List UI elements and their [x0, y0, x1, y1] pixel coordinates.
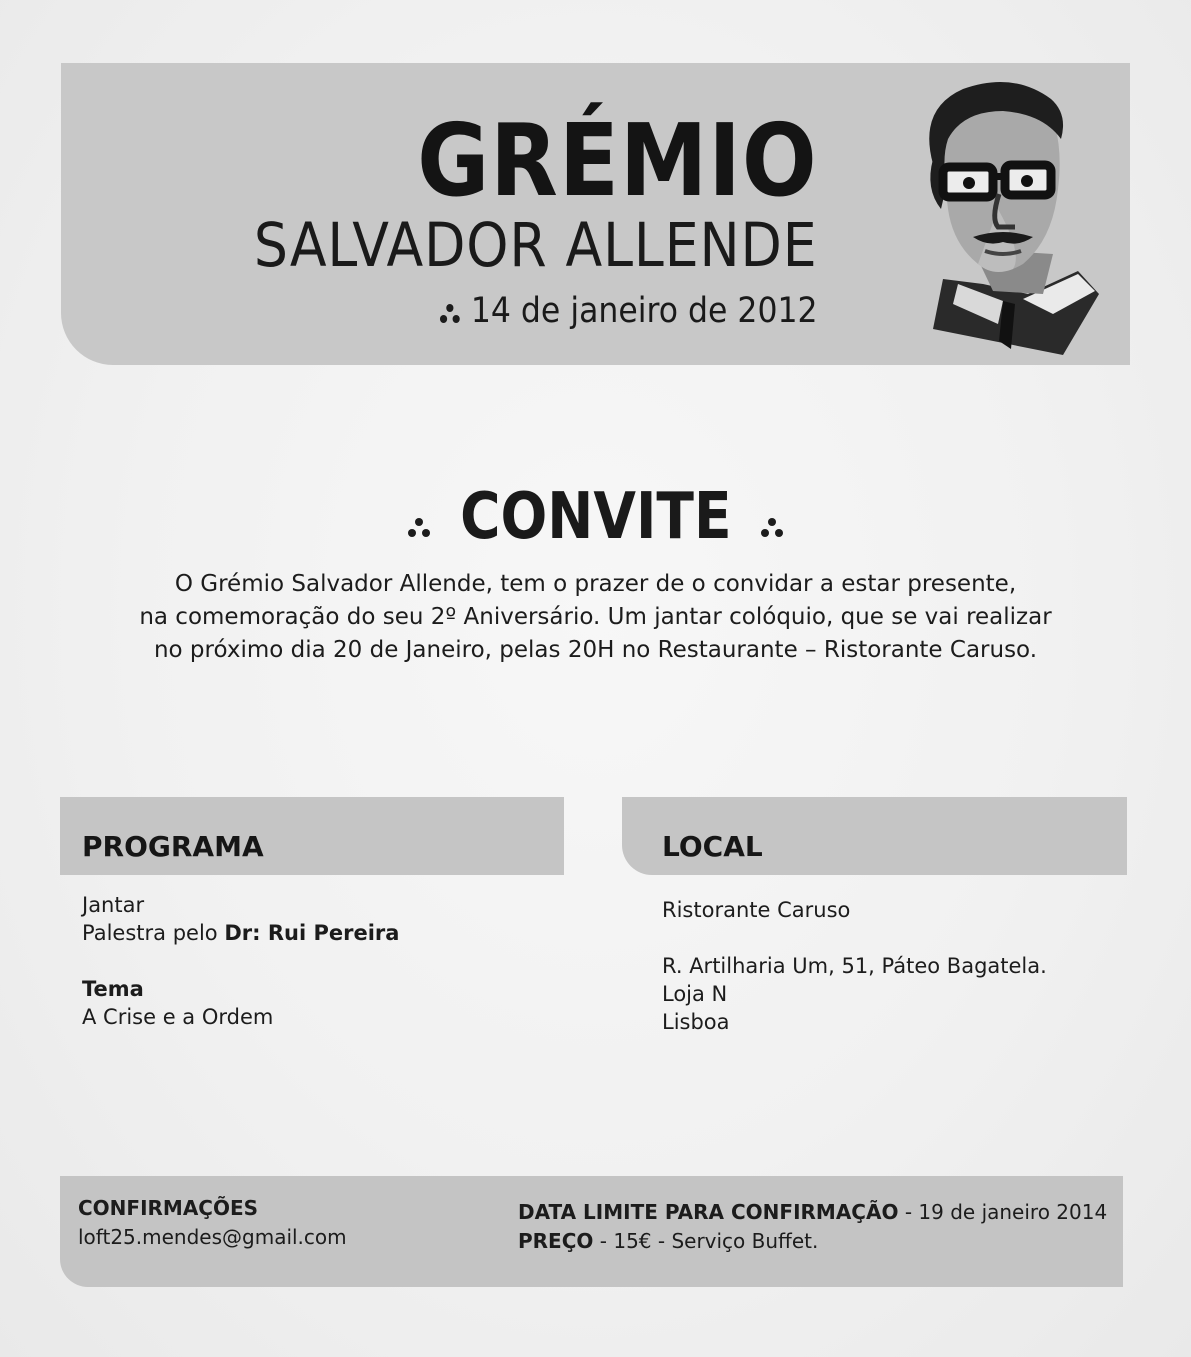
speaker-name: Dr: Rui Pereira: [224, 921, 400, 945]
invite-heading: [0, 482, 1191, 552]
header-banner: [61, 63, 1130, 365]
local-heading: LOCAL: [662, 830, 763, 863]
programa-heading: PROGRAMA: [82, 830, 264, 863]
confirm-email[interactable]: loft25.mendes@gmail.com: [78, 1225, 347, 1249]
venue-name: Ristorante Caruso: [662, 898, 851, 922]
footer-bar: [60, 1176, 1123, 1287]
invite-heading-text: CONVITE: [459, 480, 732, 554]
programa-body: [82, 891, 399, 1031]
page-title: GRÉMIO: [417, 102, 818, 219]
triple-dot-icon: [408, 518, 430, 538]
price-value: - 15€ - Serviço Buffet.: [599, 1229, 819, 1253]
invite-message: [60, 568, 1131, 667]
programa-item: [82, 919, 399, 947]
title-block: [177, 102, 818, 331]
venue-city: Lisboa: [662, 1010, 730, 1034]
invite-line: no próximo dia 20 de Janeiro, pelas 20H no Restaurante – Ristorante Caruso.: [153, 637, 1038, 663]
tema-label: Tema: [82, 977, 144, 1001]
deadline-info: [518, 1198, 1107, 1256]
confirm-label: CONFIRMAÇÕES: [78, 1196, 259, 1220]
price-line: [518, 1227, 1107, 1256]
programa-header: [60, 797, 564, 875]
event-date: [241, 291, 818, 331]
invite-line: na comemoração do seu 2º Aniversário. Um jantar colóquio, que se vai realizar: [139, 604, 1052, 630]
page-subtitle: SALVADOR ALLENDE: [254, 210, 818, 281]
triple-dot-icon: [761, 518, 783, 538]
tema-value: A Crise e a Ordem: [82, 1005, 274, 1029]
local-body: [662, 896, 1047, 1036]
programa-item: Jantar: [82, 893, 145, 917]
invite-line: O Grémio Salvador Allende, tem o prazer de o convidar a estar presente,: [174, 571, 1017, 597]
venue-address: R. Artilharia Um, 51, Páteo Bagatela.: [662, 954, 1047, 978]
triple-dot-icon: [441, 304, 463, 324]
event-date-text: 14 de janeiro de 2012: [471, 291, 818, 331]
portrait-illustration: [903, 79, 1103, 355]
venue-address: Loja N: [662, 982, 728, 1006]
local-header: [622, 797, 1127, 875]
deadline-label: DATA LIMITE PARA CONFIRMAÇÃO: [518, 1200, 899, 1224]
confirmations: [78, 1194, 347, 1252]
deadline-value: - 19 de janeiro 2014: [904, 1200, 1108, 1224]
deadline-line: [518, 1198, 1107, 1227]
programa-item-prefix: Palestra pelo: [82, 921, 218, 945]
price-label: PREÇO: [518, 1229, 594, 1253]
